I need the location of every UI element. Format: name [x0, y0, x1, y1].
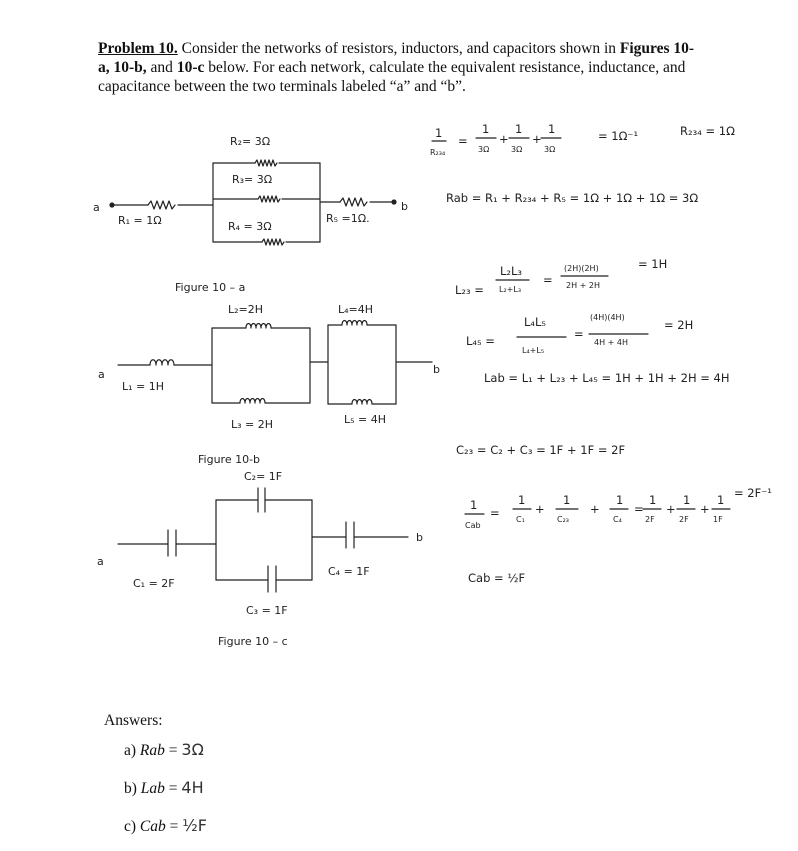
cab-n1-num: 1: [649, 493, 657, 507]
r234-lhs-den: R₂₃₄: [430, 148, 446, 157]
problem-figures-1: Figures 10-a, 10-b,: [98, 40, 695, 76]
terminal-b-10c: b: [416, 531, 423, 544]
l45-num: L₄L₅: [524, 315, 547, 329]
l23-den2: 2H + 2H: [566, 281, 600, 290]
l45-den: L₄+L₅: [522, 346, 545, 355]
answer-a-eq: =: [164, 742, 182, 759]
label-r1: R₁ = 1Ω: [118, 214, 162, 227]
l23-den: L₂+L₃: [499, 285, 522, 294]
terminal-a-10c: a: [97, 555, 104, 568]
r234-result: = 1Ω⁻¹: [598, 129, 639, 143]
label-c4: C₄ = 1F: [328, 565, 370, 578]
answers-heading: Answers:: [104, 712, 163, 729]
problem-figures-2: 10-c: [176, 59, 205, 76]
cab-result: = 2F⁻¹: [734, 486, 772, 500]
answer-a-label: a): [124, 742, 137, 759]
resistor-r2: [255, 160, 277, 166]
label-l2: L₂=2H: [228, 303, 264, 316]
answer-b-label: b): [124, 780, 137, 797]
resistor-r5: [340, 198, 367, 206]
label-r3: R₃= 3Ω: [232, 173, 273, 186]
label-r5: R₅ =1Ω.: [326, 212, 370, 225]
l23-lhs: L₂₃ =: [455, 283, 484, 297]
cab-lhs-num: 1: [470, 498, 478, 512]
inductor-l2: [246, 324, 271, 329]
rab-line: Rab = R₁ + R₂₃₄ + R₅ = 1Ω + 1Ω + 1Ω = 3Ω: [446, 191, 699, 205]
l45-lhs: L₄₅ =: [466, 334, 495, 348]
answer-b: [124, 778, 204, 798]
r234-t3-num: 1: [548, 122, 556, 136]
cab-t1-den: C₁: [516, 515, 525, 524]
answer-b-eq: =: [164, 780, 182, 797]
r234-plus2: +: [532, 132, 542, 146]
terminal-a-10a: a: [93, 201, 100, 214]
answer-c-label: c): [124, 818, 137, 835]
r234-eq: =: [458, 134, 468, 148]
label-r4: R₄ = 3Ω: [228, 220, 272, 233]
answer-b-var: Lab: [140, 780, 165, 797]
label-c2: C₂= 1F: [244, 470, 283, 483]
cab-plus2: +: [590, 502, 600, 516]
capacitor-c1: [168, 530, 176, 556]
label-r2: R₂= 3Ω: [230, 135, 271, 148]
r234-lhs-num: 1: [435, 126, 443, 140]
terminal-b-10b: b: [433, 363, 440, 376]
label-c1: C₁ = 2F: [133, 577, 175, 590]
terminal-b-10a: b: [401, 200, 408, 213]
answer-a: [124, 740, 204, 760]
l45-result: = 2H: [664, 318, 694, 332]
cab-n3-den: 1F: [713, 515, 723, 524]
r234-plus1: +: [499, 132, 509, 146]
cab-n2-num: 1: [683, 493, 691, 507]
cab-p1: +: [666, 502, 676, 516]
answer-b-value: 4H: [181, 778, 204, 797]
figure-10b-circuit: [118, 321, 432, 405]
cab-final: Cab = ½F: [468, 571, 526, 585]
label-l4: L₄=4H: [338, 303, 374, 316]
cab-t2-num: 1: [563, 493, 571, 507]
capacitor-c3: [268, 566, 276, 592]
inductor-l1: [150, 360, 174, 365]
l23-eq: =: [543, 273, 553, 287]
r234-t1-num: 1: [482, 122, 490, 136]
problem-title: Problem 10.: [98, 40, 178, 57]
r234-t3-den: 3Ω: [544, 145, 556, 154]
problem-text-3: below. For each network, calculate the equivalent resistance, inductance, and capacitance between the two terminals labeled “a” and “b”.: [98, 59, 686, 95]
inductor-l5: [352, 400, 372, 405]
cab-t3-num: 1: [616, 493, 624, 507]
label-l3: L₃ = 2H: [231, 418, 274, 431]
answer-c-var: Cab: [139, 818, 166, 835]
capacitor-c4: [346, 522, 354, 548]
inductor-l3: [240, 399, 265, 404]
cab-t2-den: C₂₃: [557, 515, 569, 524]
answer-a-var: Rab: [139, 742, 165, 759]
cab-t3-den: C₄: [613, 515, 622, 524]
l45-den2: 4H + 4H: [594, 338, 628, 347]
caption-10a: Figure 10 – a: [175, 281, 246, 294]
cab-p2: +: [700, 502, 710, 516]
answer-a-value: 3Ω: [181, 740, 204, 759]
cab-eq: =: [490, 506, 500, 520]
l45-eq: =: [574, 327, 584, 341]
answer-c-value: ½F: [182, 816, 207, 835]
answer-c: [124, 816, 207, 836]
l23-num: L₂L₃: [500, 264, 523, 278]
cab-n1-den: 2F: [645, 515, 655, 524]
caption-10b: Figure 10-b: [198, 453, 261, 466]
cab-n3-num: 1: [717, 493, 725, 507]
resistor-r4: [262, 239, 284, 245]
label-c3: C₃ = 1F: [246, 604, 288, 617]
caption-10c: Figure 10 – c: [218, 635, 288, 648]
terminal-a-10b: a: [98, 368, 105, 381]
resistor-r1: [148, 201, 175, 209]
label-l1: L₁ = 1H: [122, 380, 165, 393]
l23-num2: (2H)(2H): [564, 264, 599, 273]
r234-final: R₂₃₄ = 1Ω: [680, 124, 735, 138]
cab-lhs-den: Cab: [465, 521, 481, 530]
l45-num2: (4H)(4H): [590, 313, 625, 322]
cab-t1-num: 1: [518, 493, 526, 507]
answer-c-eq: =: [165, 818, 183, 835]
inductor-l4: [342, 321, 367, 326]
l23-result: = 1H: [638, 257, 668, 271]
cab-eq2: =: [634, 502, 644, 516]
resistor-r3: [258, 196, 280, 202]
cab-plus1: +: [535, 502, 545, 516]
cab-n2-den: 2F: [679, 515, 689, 524]
r234-t2-den: 3Ω: [511, 145, 523, 154]
lab-line: Lab = L₁ + L₂₃ + L₄₅ = 1H + 1H + 2H = 4H: [484, 371, 730, 385]
label-l5: L₅ = 4H: [344, 413, 387, 426]
problem-text-1: Consider the networks of resistors, inductors, and capacitors shown in: [177, 40, 620, 57]
r234-t1-den: 3Ω: [478, 145, 490, 154]
r234-t2-num: 1: [515, 122, 523, 136]
c23-line: C₂₃ = C₂ + C₃ = 1F + 1F = 2F: [456, 443, 626, 457]
capacitor-c2: [258, 488, 265, 512]
problem-text-2: and: [146, 59, 177, 76]
